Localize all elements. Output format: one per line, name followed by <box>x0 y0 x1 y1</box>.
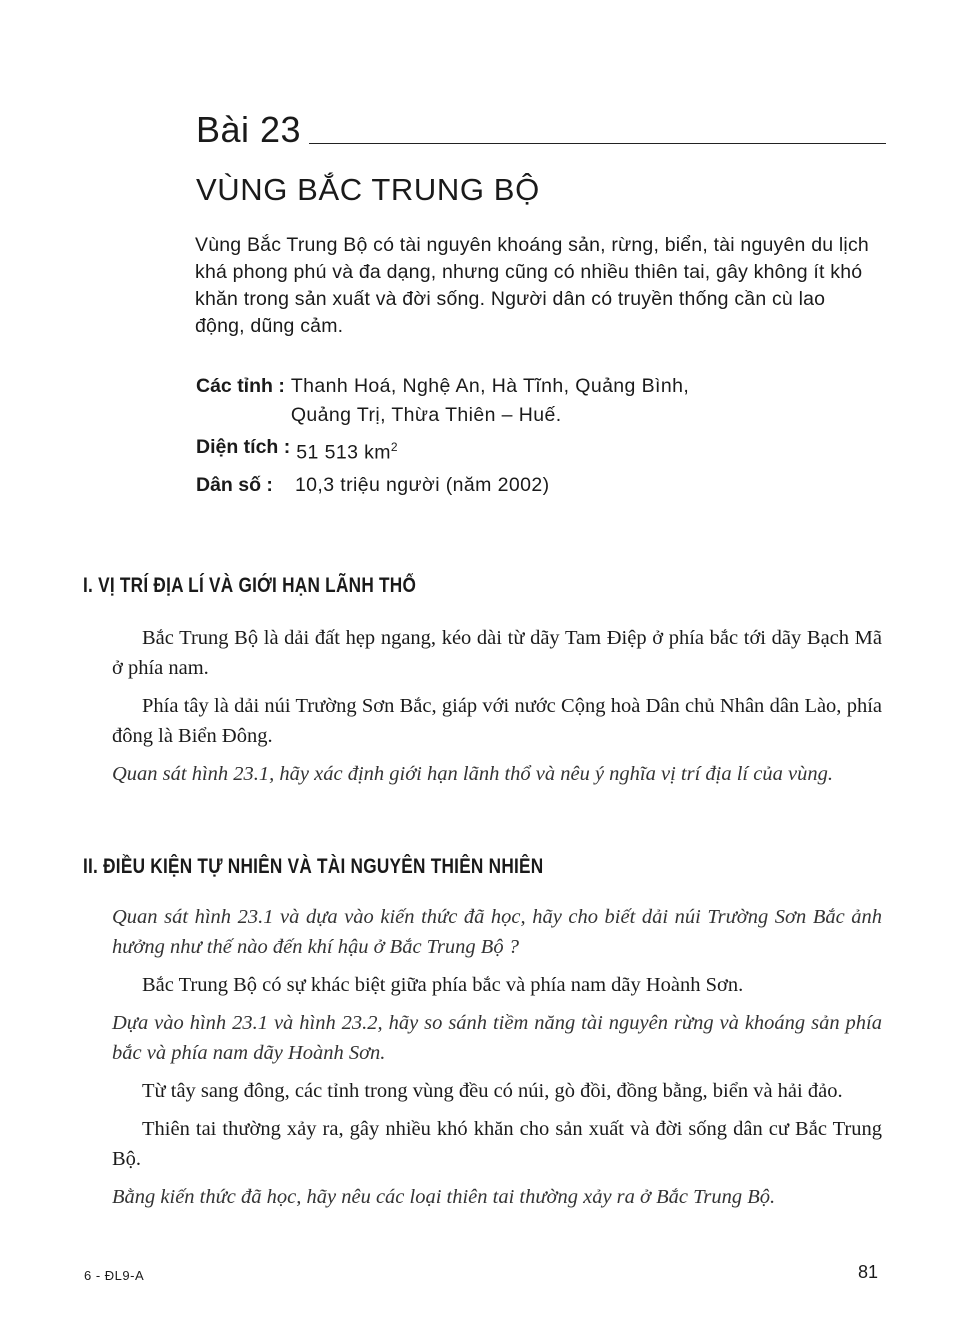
population-label: Dân số : <box>196 473 273 496</box>
area-row <box>196 433 881 468</box>
section-2-body <box>112 902 882 1220</box>
provinces-line-2: Quảng Trị, Thừa Thiên – Huế. <box>290 404 562 426</box>
section-2-heading: II. ĐIỀU KIỆN TỰ NHIÊN VÀ TÀI NGUYÊN THIÊN NHIÊN <box>83 855 544 878</box>
lesson-number-line <box>196 110 886 150</box>
section-2-paragraph-1: Bắc Trung Bộ có sự khác biệt giữa phía bắc và phía nam dãy Hoành Sơn. <box>142 974 744 996</box>
section-2-paragraph-3: Thiên tai thường xảy ra, gây nhiều khó khăn cho sản xuất và đời sống dân cư Bắc Trung Bộ. <box>112 1118 882 1170</box>
provinces-row <box>196 372 881 430</box>
provinces-line-1: Thanh Hoá, Nghệ An, Hà Tĩnh, Quảng Bình, <box>290 375 690 397</box>
footer-code: 6 - ĐL9-A <box>84 1268 145 1283</box>
section-1-paragraph-1: Bắc Trung Bộ là dải đất hẹp ngang, kéo dài từ dãy Tam Điệp ở phía bắc tới dãy Bạch Mã ở phía nam. <box>112 627 882 679</box>
lesson-title: VÙNG BẮC TRUNG BỘ <box>196 172 540 207</box>
area-value <box>296 433 398 468</box>
provinces-label: Các tỉnh : <box>196 375 285 397</box>
lesson-number: Bài 23 <box>196 109 302 150</box>
population-value: 10,3 triệu người (năm 2002) <box>294 473 550 496</box>
facts-block <box>196 372 881 503</box>
section-2-question-3: Bằng kiến thức đã học, hãy nêu các loại thiên tai thường xảy ra ở Bắc Trung Bộ. <box>112 1186 776 1208</box>
section-1-question-1: Quan sát hình 23.1, hãy xác định giới hạn lãnh thổ và nêu ý nghĩa vị trí địa lí của vùng. <box>112 763 833 785</box>
area-exponent: 2 <box>390 440 398 454</box>
section-2-question-2: Dựa vào hình 23.1 và hình 23.2, hãy so sánh tiềm năng tài nguyên rừng và khoáng sản phía bắc và phía nam dãy Hoành Sơn. <box>112 1012 882 1064</box>
area-label: Diện tích : <box>196 436 291 458</box>
section-1-body <box>112 623 882 797</box>
intro-paragraph: Vùng Bắc Trung Bộ có tài nguyên khoáng sản, rừng, biển, tài nguyên du lịch khá phong phú và đa dạng, nhưng cũng có nhiều thiên tai, gây không ít khó khăn trong sản xuất và đời sống. Người dân có truyền thống cần cù lao động, dũng cảm. <box>195 234 869 337</box>
page-number: 81 <box>858 1262 879 1282</box>
section-2-question-1: Quan sát hình 23.1 và dựa vào kiến thức đã học, hãy cho biết dải núi Trường Sơn Bắc ảnh hưởng như thế nào đến khí hậu ở Bắc Trung Bộ ? <box>112 906 882 958</box>
header-rule <box>309 143 886 144</box>
area-number: 51 513 km <box>296 441 391 464</box>
section-1-heading: I. VỊ TRÍ ĐỊA LÍ VÀ GIỚI HẠN LÃNH THỔ <box>83 574 417 597</box>
lesson-header <box>196 110 886 208</box>
section-2-paragraph-2: Từ tây sang đông, các tỉnh trong vùng đều có núi, gò đồi, đồng bằng, biển và hải đảo. <box>142 1080 843 1102</box>
population-row <box>196 471 881 500</box>
section-1-paragraph-2: Phía tây là dải núi Trường Sơn Bắc, giáp với nước Cộng hoà Dân chủ Nhân dân Lào, phía đông là Biển Đông. <box>112 695 882 747</box>
provinces-value <box>291 372 689 430</box>
